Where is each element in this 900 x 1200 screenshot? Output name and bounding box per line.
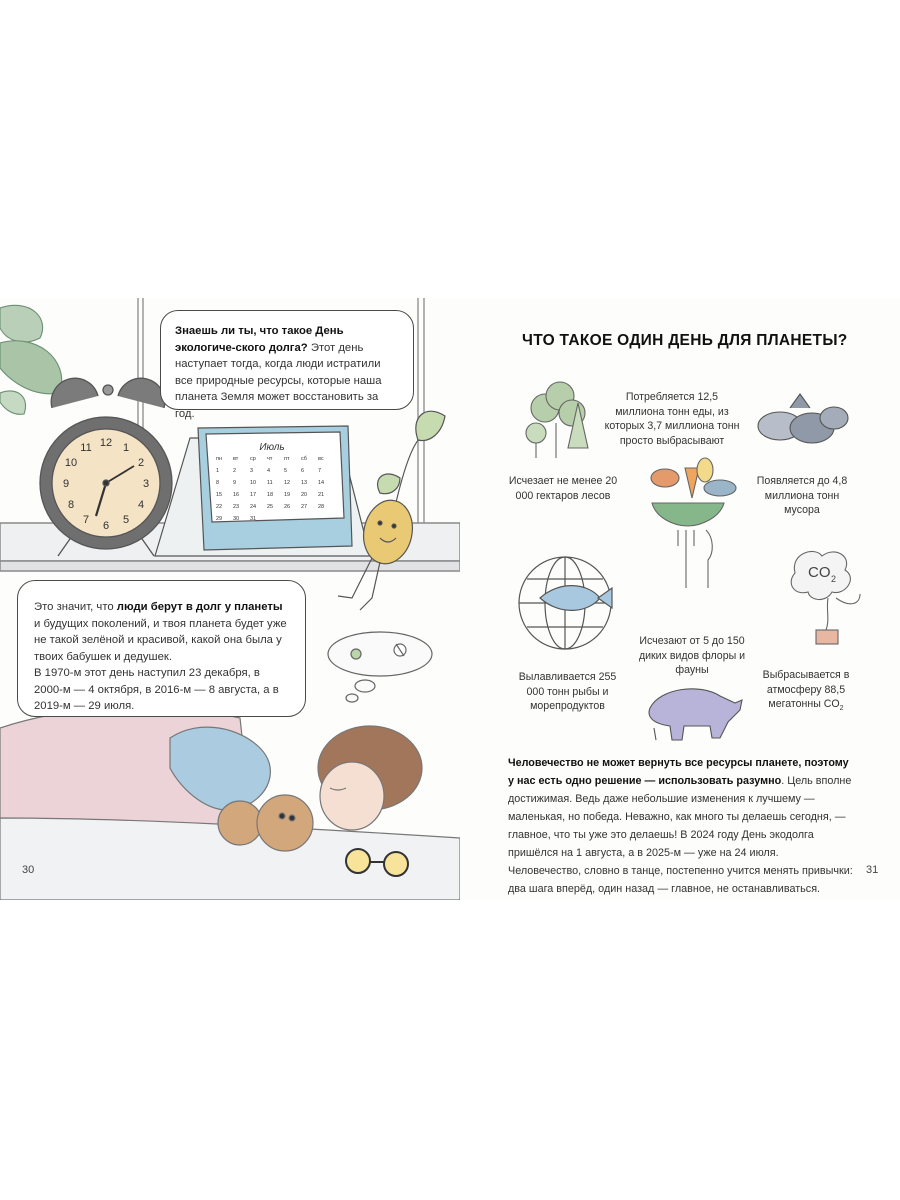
conclusion-text: . Цель вполне достижимая. Ведь даже небольшие изменения к лучшему — маленькая, но победа. Неважно, как много ты делаешь сегодня, — главное, что ты уже это делаешь! В 2024 году День экодолга пришёлся на 1 августа, а в 2025-м — уже на 24 июля. Человечество, словно в танце, постепенно учится менять привычки: два шага вперёд, один назад — главное, не останавливаться. xyxy=(508,775,853,895)
species-fact: Исчезают от 5 до 150 диких видов флоры и фауны xyxy=(638,635,746,676)
history-dates: В 1970-м этот день наступил 23 декабря, в 2000-м — 4 октября, в 2016-м — 8 августа, а в 2019-м — 29 июля. xyxy=(34,667,279,712)
calendar-day: 14 xyxy=(318,480,325,486)
calendar-weekday: пт xyxy=(284,456,290,462)
calendar-day: 9 xyxy=(233,480,237,486)
calendar-day: 25 xyxy=(267,504,274,510)
conclusion-bold: Человечество не может вернуть все ресурсы планете, поэтому у нас есть одно решение — использовать разумно xyxy=(508,757,849,787)
calendar-day: 10 xyxy=(250,480,257,486)
calendar-day: 4 xyxy=(267,468,271,474)
co2-fact xyxy=(754,668,858,717)
trash-icon xyxy=(758,394,848,443)
calendar-day: 26 xyxy=(284,504,291,510)
calendar-day: 18 xyxy=(267,492,274,498)
calendar-day: 20 xyxy=(301,492,308,498)
calendar-weekday: чт xyxy=(267,456,273,462)
trash-fact: Появляется до 4,8 миллиона тонн мусора xyxy=(756,475,848,516)
clock-numeral: 6 xyxy=(102,520,110,532)
calendar-day: 29 xyxy=(216,516,223,522)
calendar-day: 15 xyxy=(216,492,223,498)
forest-fact: Исчезает не менее 20 000 гектаров лесов xyxy=(508,475,618,502)
calendar-weekday: вс xyxy=(318,456,324,462)
calendar-weekday: пн xyxy=(216,456,223,462)
calendar-day: 28 xyxy=(318,504,325,510)
co2-cloud-sub: 2 xyxy=(831,574,837,584)
calendar-day: 30 xyxy=(233,516,240,522)
question-bold: Знаешь ли ты, что такое День экологиче-ского долга? xyxy=(175,325,344,354)
clock-numeral: 11 xyxy=(80,442,92,454)
co2-fact-sub: 2 xyxy=(839,705,844,713)
food-plate-icon xyxy=(651,458,736,588)
calendar-day: 1 xyxy=(216,468,220,474)
calendar-day: 7 xyxy=(318,468,322,474)
co2-cloud-label: CO xyxy=(808,564,831,581)
calendar-day: 22 xyxy=(216,504,223,510)
clock-numeral: 5 xyxy=(122,514,130,526)
clock-numeral: 3 xyxy=(142,478,150,490)
clock-numeral: 7 xyxy=(82,514,90,526)
co2-cloud-icon xyxy=(791,551,860,644)
clock-numeral: 1 xyxy=(122,442,130,454)
clock-numeral: 4 xyxy=(137,499,145,511)
calendar-weekday: сб xyxy=(301,456,307,462)
calendar-day: 17 xyxy=(250,492,257,498)
co2-fact-text: Выбрасывается в атмосферу 88,5 мегатонны CO xyxy=(762,669,850,710)
page-title: ЧТО ТАКОЕ ОДИН ДЕНЬ ДЛЯ ПЛАНЕТЫ? xyxy=(522,332,848,349)
calendar-weekday: ср xyxy=(250,456,256,462)
calendar-day: 11 xyxy=(267,480,273,486)
rhino-icon xyxy=(649,689,742,740)
calendar-month: Июль xyxy=(259,442,285,453)
calendar-day: 6 xyxy=(301,468,305,474)
book-spread xyxy=(0,298,900,900)
clock-numeral: 10 xyxy=(64,457,78,469)
clock-numeral: 2 xyxy=(137,457,145,469)
calendar-day: 31 xyxy=(250,516,257,522)
calendar-day: 2 xyxy=(233,468,237,474)
calendar-day: 5 xyxy=(284,468,288,474)
calendar-day: 8 xyxy=(216,480,220,486)
calendar-day: 13 xyxy=(301,480,308,486)
calendar-day: 16 xyxy=(233,492,240,498)
borrow-bold: люди берут в долг у планеты xyxy=(116,601,283,613)
borrow-pre: Это значит, что xyxy=(34,601,117,613)
calendar-day: 19 xyxy=(284,492,291,498)
food-fact: Потребляется 12,5 миллиона тонн еды, из которых 3,7 миллиона тонн просто выбрасывают xyxy=(604,391,740,447)
globe-fish-icon xyxy=(519,557,612,649)
calendar-weekday: вт xyxy=(233,456,239,462)
forest-icon xyxy=(526,382,588,458)
calendar-day: 3 xyxy=(250,468,254,474)
calendar-day: 27 xyxy=(301,504,308,510)
calendar-day: 12 xyxy=(284,480,291,486)
conclusion-paragraph xyxy=(508,754,853,898)
calendar-day: 21 xyxy=(318,492,325,498)
borrow-post: и будущих поколений, и твоя планета будет уже не такой зелёной и красивой, какой она была у твоих бабушек и дедушек. xyxy=(34,617,287,663)
clock-numeral: 9 xyxy=(62,478,70,490)
fish-fact: Вылавливается 255 000 тонн рыбы и морепродуктов xyxy=(518,671,617,712)
page-number-right: 31 xyxy=(866,864,879,876)
clock-numeral: 12 xyxy=(99,437,113,449)
page-number-left: 30 xyxy=(22,864,35,876)
clock-numeral: 8 xyxy=(67,499,75,511)
calendar-day: 24 xyxy=(250,504,257,510)
calendar-day: 23 xyxy=(233,504,240,510)
question-text: Этот день наступает тогда, когда люди истратили все природные ресурсы, которые наша планета Земля может восстановить за год. xyxy=(175,341,382,420)
